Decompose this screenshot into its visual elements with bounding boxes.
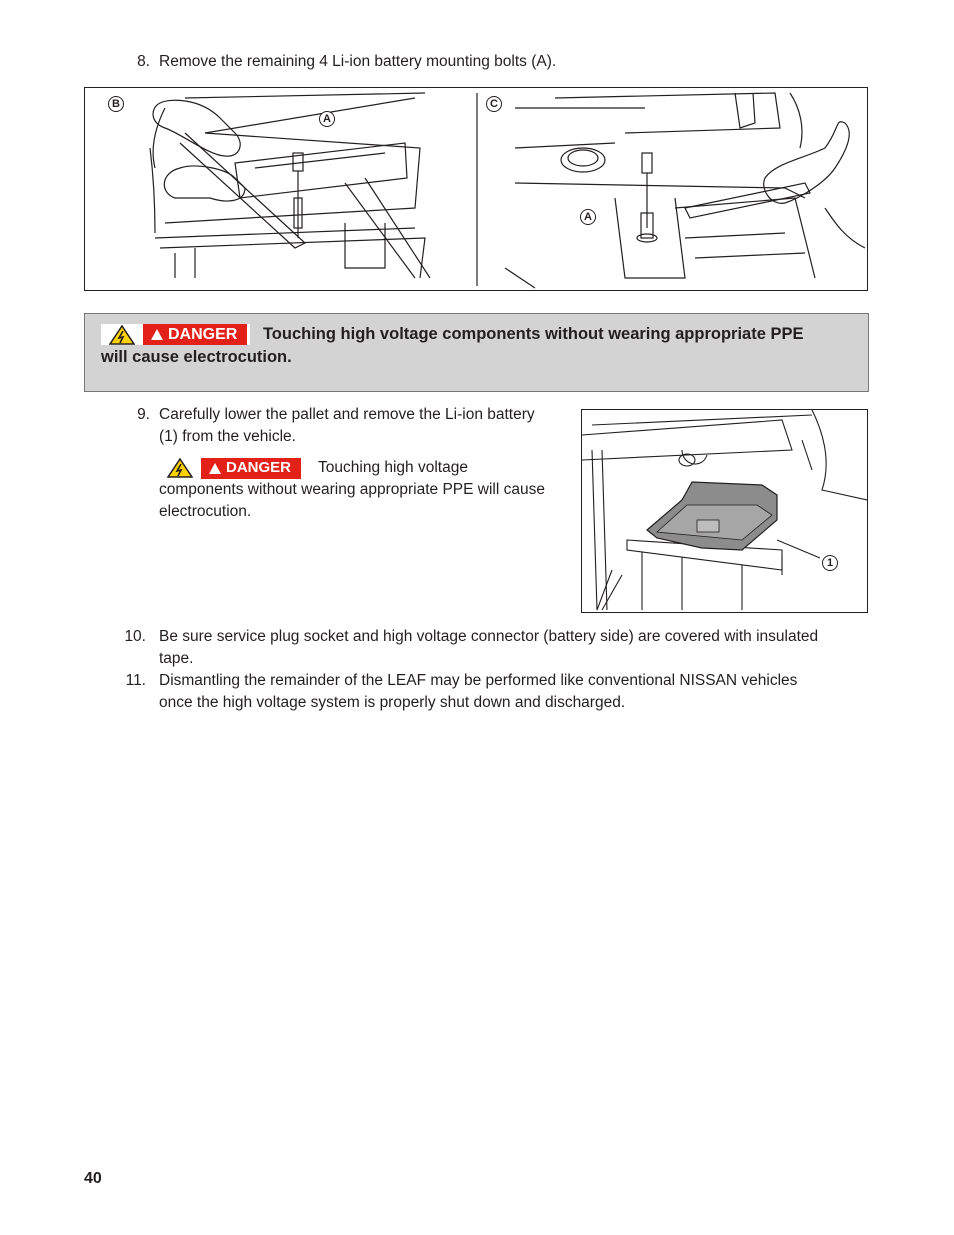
page-number: 40 [84, 1170, 102, 1187]
danger-note-line3: electrocution. [159, 503, 252, 520]
danger-warning-box [84, 313, 869, 392]
danger-label [159, 458, 304, 479]
step-text-line: Dismantling the remainder of the LEAF may be performed like conventional NISSAN vehicles [159, 672, 798, 689]
bolt-removal-illustration [85, 88, 867, 290]
step-text-line: Carefully lower the pallet and remove the Li-ion battery [159, 406, 535, 423]
step9-danger-note [159, 457, 579, 523]
figure-battery-removal [581, 409, 868, 613]
danger-message-line1: Touching high voltage components without wearing appropriate PPE [262, 325, 804, 343]
step-text-line: tape. [159, 650, 194, 667]
step-text-line: Be sure service plug socket and high voltage connector (battery side) are covered with insulated [159, 628, 819, 645]
high-voltage-warning-icon [159, 458, 201, 479]
callout-a-panel-b: A [319, 111, 335, 127]
danger-triangle-icon [201, 458, 304, 479]
danger-note-line2: components without wearing appropriate PPE will cause [159, 481, 545, 498]
callout-a-panel-c: A [580, 209, 596, 225]
battery-on-pallet-illustration [582, 410, 867, 612]
high-voltage-warning-icon [101, 324, 143, 345]
panel-b-label: B [108, 96, 124, 112]
callout-1: 1 [822, 555, 838, 571]
step-text: Remove the remaining 4 Li-ion battery mounting bolts (A). [159, 53, 557, 70]
step-number: 10. [124, 628, 146, 645]
danger-word: DANGER [168, 326, 238, 344]
danger-label [101, 324, 250, 345]
danger-word: DANGER [226, 459, 292, 476]
danger-note-line1: Touching high voltage [318, 459, 468, 476]
step-number: 11. [125, 672, 146, 689]
step-text-line: (1) from the vehicle. [159, 428, 296, 445]
danger-message-line2: will cause electrocution. [101, 348, 292, 366]
step-number: 9. [137, 406, 150, 423]
panel-c-label: C [486, 96, 502, 112]
step-number: 8. [137, 53, 150, 70]
step-text-line: once the high voltage system is properly shut down and discharged. [159, 694, 626, 711]
danger-triangle-icon [143, 324, 250, 345]
figure-bolts [84, 87, 868, 291]
